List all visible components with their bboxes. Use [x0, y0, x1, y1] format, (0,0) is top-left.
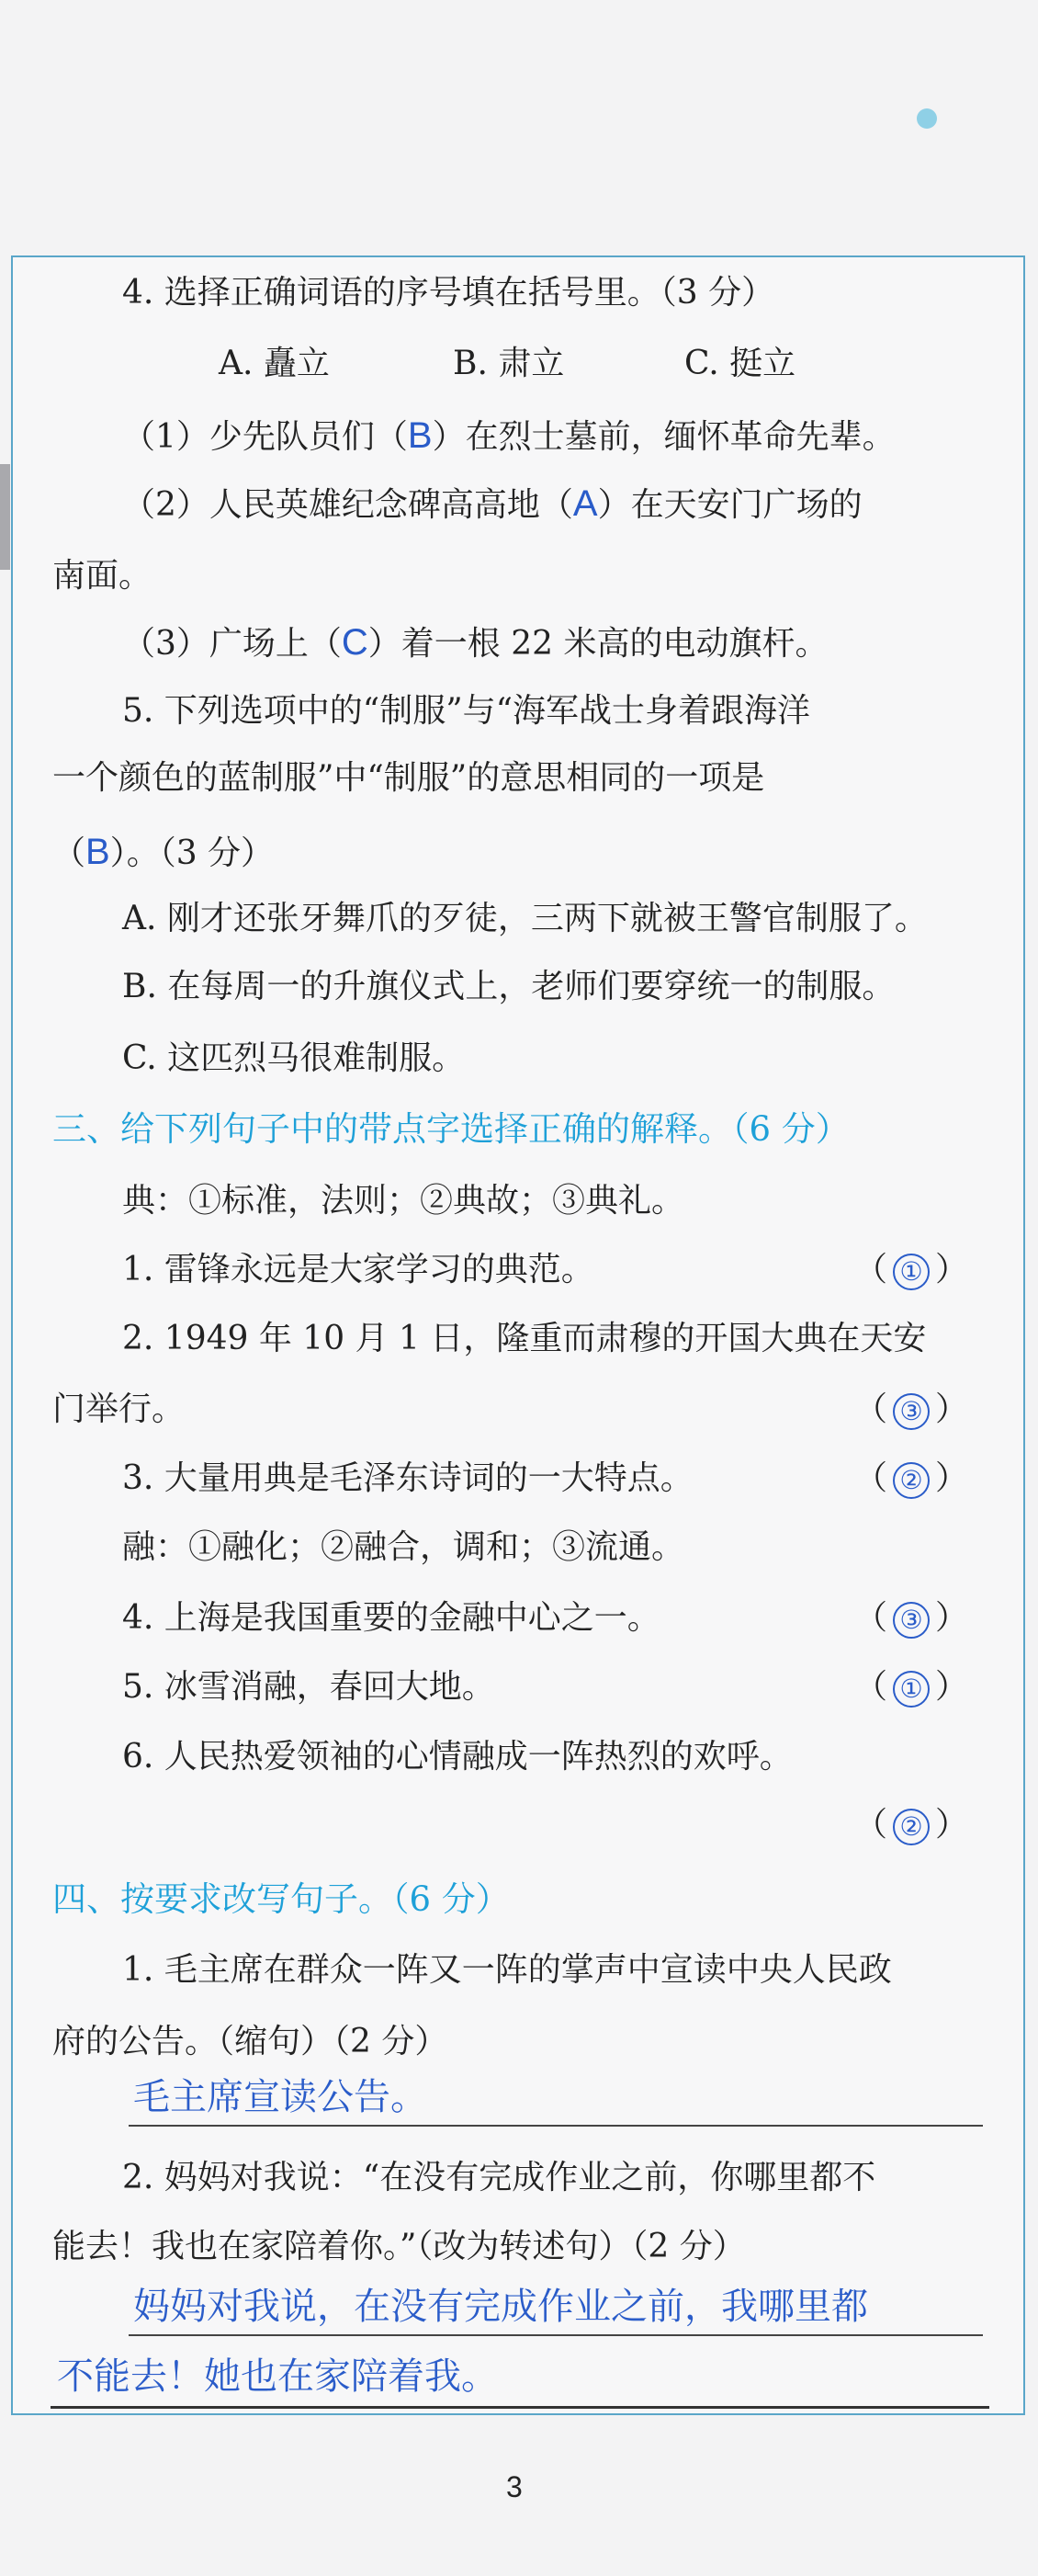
decorative-dot: [917, 108, 937, 129]
sec3-item-2-continuation: 门举行。: [52, 1390, 186, 1428]
sec4-q2-line-2: 能去！我也在家陪着你。”（改为转述句）（2 分）: [52, 2228, 746, 2265]
sec3-item-4: 4. 上海是我国重要的金融中心之一。: [122, 1599, 660, 1637]
answer-circle: ②: [893, 1809, 930, 1845]
answer-circle: ①: [893, 1254, 930, 1290]
page-number: 3: [506, 2470, 523, 2503]
sec4-q2-answer-line-1: 妈妈对我说，在没有完成作业之前，我哪里都: [133, 2287, 868, 2327]
answer-circle: ③: [893, 1393, 930, 1430]
sec3-item-4-answer: （ ③ ）: [854, 1599, 969, 1637]
answer-line: [129, 2334, 983, 2336]
answer-circle: ①: [893, 1671, 930, 1708]
dian-definitions: 典：①标准，法则；②典故；③典礼。: [122, 1182, 685, 1220]
q4-item-2-continuation: 南面。: [52, 557, 152, 595]
q5-line-3: （B）。（3 分）: [52, 832, 275, 872]
sec3-item-1: 1. 雷锋永远是大家学习的典范。: [122, 1251, 594, 1288]
section-3-heading: 三、给下列句子中的带点字选择正确的解释。（6 分）: [52, 1109, 850, 1149]
rong-definitions: 融：①融化；②融合，调和；③流通。: [122, 1528, 685, 1566]
q4-item-2: （2）人民英雄纪念碑高高地（A）在天安门广场的: [122, 483, 863, 524]
sec3-item-6: 6. 人民热爱领袖的心情融成一阵热烈的欢呼。: [122, 1738, 793, 1776]
bottom-rule: [51, 2406, 989, 2409]
q5-option-b: B. 在每周一的升旗仪式上，老师们要穿统一的制服。: [122, 968, 896, 1005]
q5-answer: B: [85, 832, 110, 872]
q4-item-3-answer: C: [341, 622, 368, 663]
q5-option-a: A. 刚才还张牙舞爪的歹徒，三两下就被王警官制服了。: [122, 900, 928, 937]
sec4-q1-line-1: 1. 毛主席在群众一阵又一阵的掌声中宣读中央人民政: [122, 1951, 892, 1989]
page-edge-tab: [0, 464, 10, 570]
answer-line: [129, 2125, 983, 2127]
sec4-q2-line-1: 2. 妈妈对我说：“在没有完成作业之前，你哪里都不: [122, 2159, 876, 2196]
sec3-item-6-answer: （ ② ）: [854, 1806, 969, 1844]
sec3-item-5: 5. 冰雪消融，春回大地。: [122, 1668, 495, 1706]
q4-option-b: B. 肃立: [453, 345, 565, 382]
q5-option-c: C. 这匹烈马很难制服。: [122, 1039, 466, 1077]
q4-item-1-answer: B: [407, 415, 433, 456]
sec3-item-1-answer: （ ① ）: [854, 1251, 969, 1288]
answer-circle: ③: [893, 1602, 930, 1639]
section-4-heading: 四、按要求改写句子。（6 分）: [52, 1879, 510, 1919]
q4-option-c: C. 挺立: [684, 345, 796, 382]
q4-item-1: （1）少先队员们（B）在烈士墓前，缅怀革命先辈。: [122, 415, 896, 456]
sec4-q2-answer-line-2: 不能去！她也在家陪着我。: [57, 2356, 498, 2397]
q5-line-2: 一个颜色的蓝制服”中“制服”的意思相同的一项是: [52, 759, 765, 797]
q4-stem: 4. 选择正确词语的序号填在括号里。（3 分）: [122, 274, 775, 312]
sec4-q1-answer: 毛主席宣读公告。: [133, 2077, 427, 2117]
sec3-item-3-answer: （ ② ）: [854, 1459, 969, 1497]
sec4-q1-line-2: 府的公告。（缩句）（2 分）: [52, 2023, 448, 2060]
sec3-item-2: 2. 1949 年 10 月 1 日，隆重而肃穆的开国大典在天安: [122, 1320, 927, 1357]
sec3-item-3: 3. 大量用典是毛泽东诗词的一大特点。: [122, 1459, 694, 1497]
answer-circle: ②: [893, 1462, 930, 1499]
q4-item-2-answer: A: [572, 483, 598, 524]
q4-option-a: A. 矗立: [219, 345, 330, 382]
q4-item-3: （3）广场上（C）着一根 22 米高的电动旗杆。: [122, 622, 829, 663]
sec3-item-5-answer: （ ① ）: [854, 1668, 969, 1706]
sec3-item-2-answer: （ ③ ）: [854, 1390, 969, 1428]
q5-line-1: 5. 下列选项中的“制服”与“海军战士身着跟海洋: [122, 692, 811, 730]
